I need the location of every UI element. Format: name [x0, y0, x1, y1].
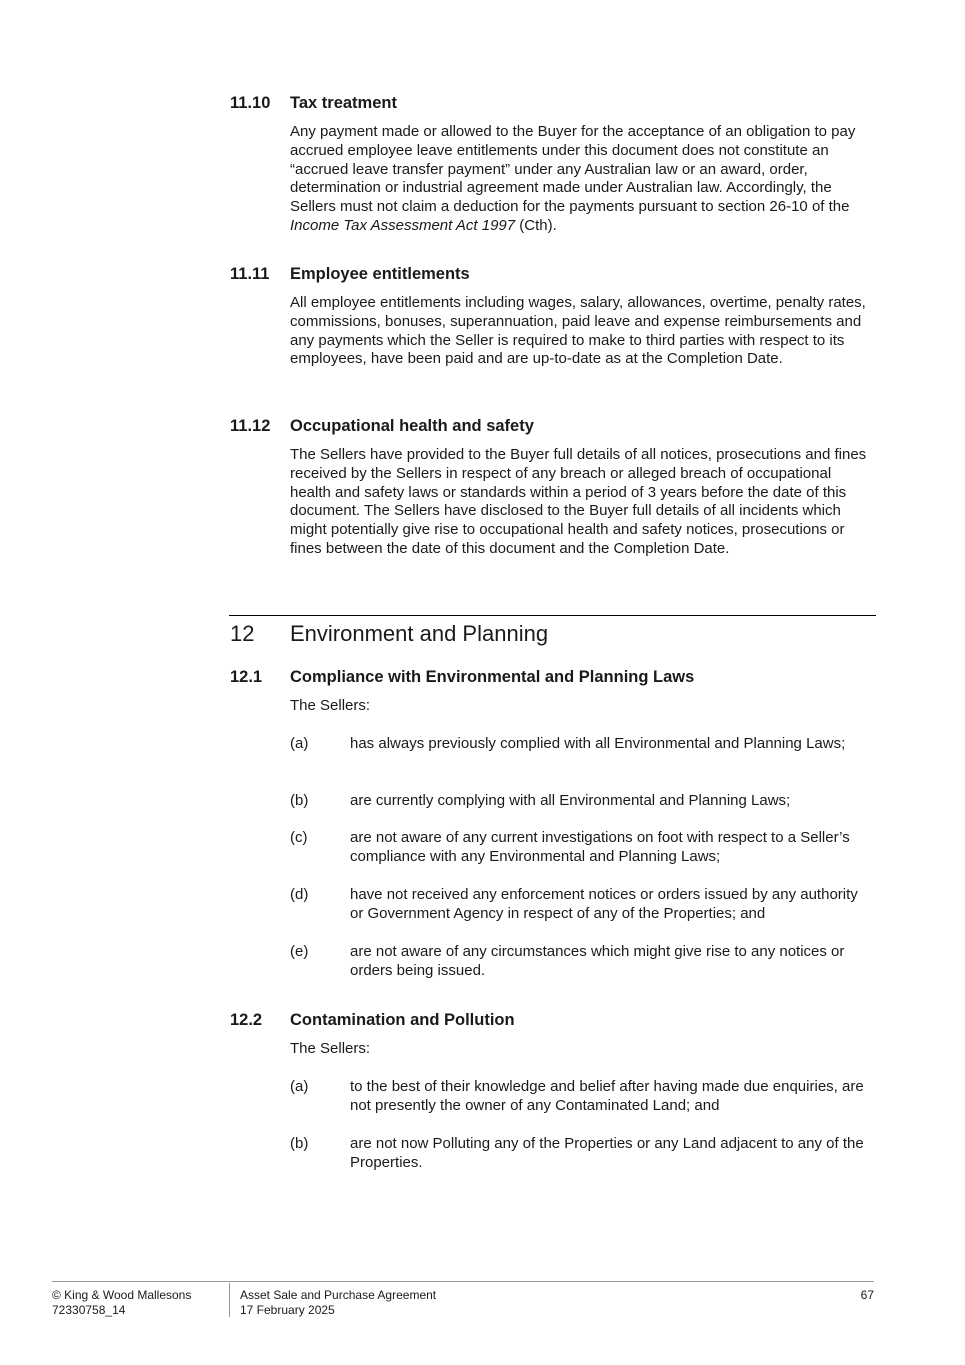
- list-text: are not now Polluting any of the Properties or any Land adjacent to any of the Properties.: [350, 1135, 864, 1171]
- heading-number: 11.12: [230, 417, 271, 435]
- heading-12: [230, 621, 870, 647]
- act-title: Income Tax Assessment Act 1997: [290, 216, 516, 234]
- page-number: 67: [860, 1288, 874, 1302]
- heading-title: Environment and Planning: [290, 621, 549, 646]
- footer-center: [240, 1288, 740, 1318]
- heading-11-10: [230, 93, 870, 113]
- section-rule: [229, 615, 876, 616]
- list-text: have not received any enforcement notices or orders issued by any authority or Government Agency in respect of any of the Properties; and: [350, 886, 858, 922]
- list-label: (a): [290, 735, 309, 752]
- heading-title: Occupational health and safety: [290, 417, 534, 435]
- list-text: to the best of their knowledge and belief after having made due enquiries, are not presently the owner of any Contaminated Land; and: [350, 1078, 864, 1114]
- heading-number: 11.11: [230, 265, 270, 283]
- paragraph-tax-treatment: Any payment made or allowed to the Buyer for the acceptance of an obligation to pay accrued employee leave entitlements under this document does not constitute an “accrued leave transfer payment” under any Australian law or an award, order, determination or industrial agreement made under Australian law. Accordingly, the Sellers must not claim a deduction for the payments pursuant to section 26-10 of the Income Tax Assessment Act 1997 (Cth).: [290, 123, 856, 234]
- paragraph-employee-entitlements: All employee entitlements including wages, salary, allowances, overtime, penalty rates, commissions, bonuses, superannuation, paid leave and expense reimbursements and any payments which the Seller is required to make to third parties with respect to its employees, have been paid and are up-to-date as at the Completion Date.: [290, 294, 866, 368]
- heading-title: Tax treatment: [290, 94, 397, 112]
- footer-divider: [229, 1283, 230, 1317]
- list-text: are not aware of any current investigations on foot with respect to a Seller’s compliance with any Environmental and Planning Laws;: [350, 829, 850, 865]
- list-label: (a): [290, 1078, 309, 1095]
- document-date: 17 February 2025: [240, 1303, 335, 1317]
- heading-title: Contamination and Pollution: [290, 1011, 515, 1029]
- heading-number: 12.2: [230, 1011, 263, 1029]
- heading-number: 11.10: [230, 94, 271, 112]
- heading-title: Compliance with Environmental and Planning Laws: [290, 668, 695, 686]
- list-item: [290, 829, 875, 867]
- list-item: [290, 943, 875, 981]
- intro-text: The Sellers:: [290, 1040, 371, 1057]
- list-item: [290, 1078, 875, 1116]
- list-item: [290, 1135, 875, 1173]
- list-item: [290, 792, 875, 812]
- heading-11-12: [230, 416, 870, 436]
- list-text: are currently complying with all Environmental and Planning Laws;: [350, 792, 791, 809]
- heading-12-2: [230, 1010, 870, 1030]
- heading-title: Employee entitlements: [290, 265, 470, 283]
- heading-12-1: [230, 667, 870, 687]
- list-label: (c): [290, 829, 308, 846]
- list-text: has always previously complied with all Environmental and Planning Laws;: [350, 735, 846, 752]
- heading-number: 12.1: [230, 668, 263, 686]
- intro-text: The Sellers:: [290, 697, 371, 714]
- list-text: are not aware of any circumstances which might give rise to any notices or orders being issued.: [350, 943, 845, 979]
- list-label: (b): [290, 1135, 309, 1152]
- heading-11-11: [230, 264, 870, 284]
- list-item: [290, 735, 875, 773]
- copyright: © King & Wood Mallesons: [52, 1288, 192, 1302]
- list-label: (d): [290, 886, 309, 903]
- list-label: (e): [290, 943, 309, 960]
- document-number: 72330758_14: [52, 1303, 126, 1317]
- paragraph-ohs: The Sellers have provided to the Buyer full details of all notices, prosecutions and fines received by the Sellers in respect of any breach or alleged breach of occupational health and safety laws or standards within a period of 3 years before the date of this document. The Sellers have disclosed to the Buyer full details of all incidents which might potentially give rise to occupational health and safety notices, prosecutions or fines between the date of this document and the Completion Date.: [290, 446, 867, 557]
- list-item: [290, 886, 875, 924]
- list-label: (b): [290, 792, 309, 809]
- heading-number: 12: [230, 621, 255, 646]
- footer-rule: [52, 1281, 874, 1282]
- footer-left: [52, 1288, 222, 1318]
- document-title: Asset Sale and Purchase Agreement: [240, 1288, 437, 1302]
